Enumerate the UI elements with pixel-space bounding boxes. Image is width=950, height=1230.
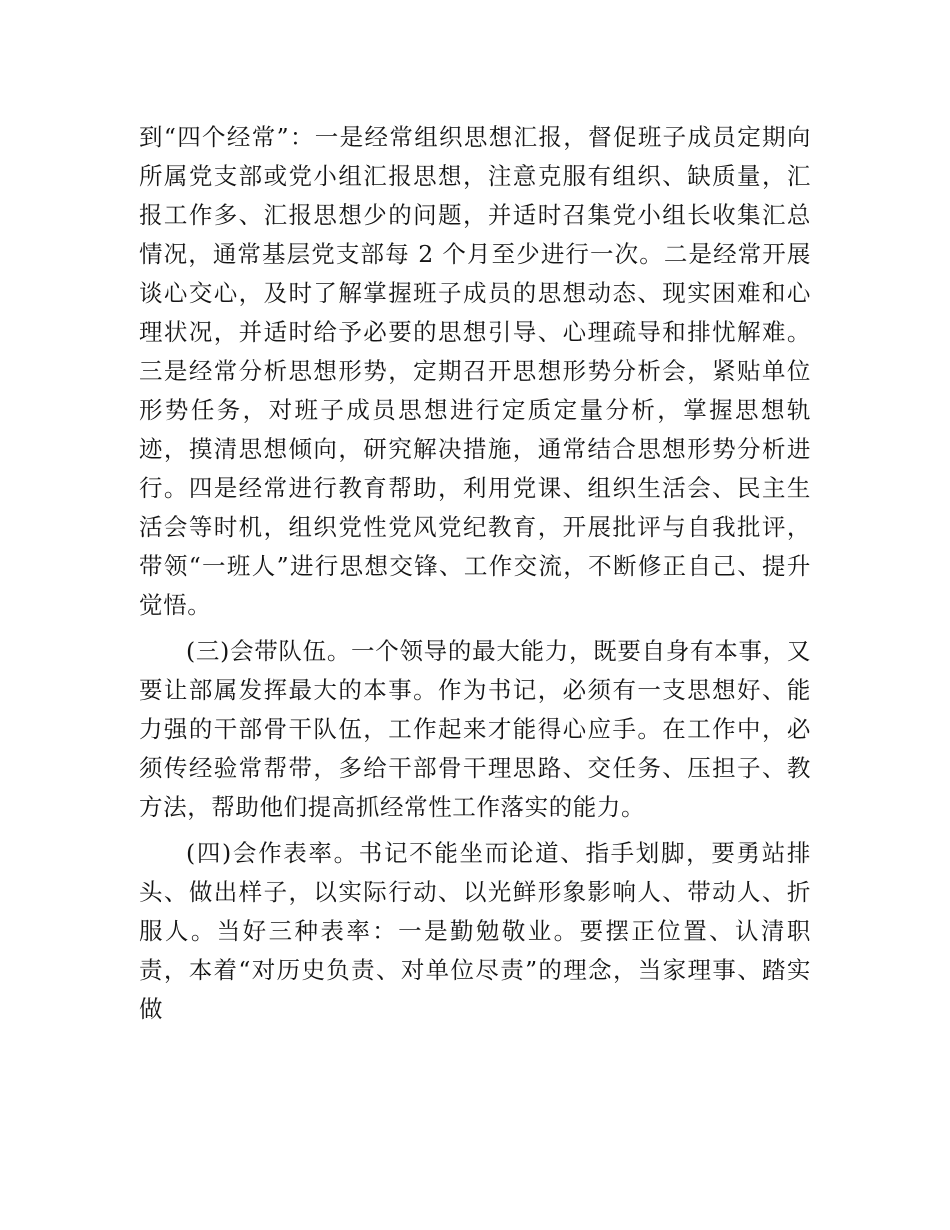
paragraph-lead-team: (三)会带队伍。一个领导的最大能力，既要自身有本事，又要让部属发挥最大的本事。作为书记，必须有一支思想好、能力强的干部骨干队伍，工作起来才能得心应手。在工作中，必须传经验常帮带，多给干部骨干理思路、交任务、压担子、教方法，帮助他们提高抓经常性工作落实的能力。 (139, 637, 811, 821)
document-page (139, 118, 811, 1029)
paragraph-set-example: (四)会作表率。书记不能坐而论道、指手划脚，要勇站排头、做出样子，以实际行动、以光鲜形象影响人、带动人、折服人。当好三种表率：一是勤勉敬业。要摆正位置、认清职责，本着“对历史负责、对单位尽责”的理念，当家理事、踏实做 (139, 839, 811, 1023)
paragraph-continuation: 到“四个经常”：一是经常组织思想汇报，督促班子成员定期向所属党支部或党小组汇报思想，注意克服有组织、缺质量，汇报工作多、汇报思想少的问题，并适时召集党小组长收集汇总情况，通常基层党支部每 2 个月至少进行一次。二是经常开展谈心交心，及时了解掌握班子成员的思想动态、现实困难和心理状况，并适时给予必要的思想引导、心理疏导和排忧解难。三是经常分析思想形势，定期召开思想形势分析会，紧贴单位形势任务，对班子成员思想进行定质定量分析，掌握思想轨迹，摸清思想倾向，研究解决措施，通常结合思想形势分析进行。四是经常进行教育帮助，利用党课、组织生活会、民主生活会等时机，组织党性党风党纪教育，开展批评与自我批评，带领“一班人”进行思想交锋、工作交流，不断修正自己、提升觉悟。 (139, 123, 811, 619)
